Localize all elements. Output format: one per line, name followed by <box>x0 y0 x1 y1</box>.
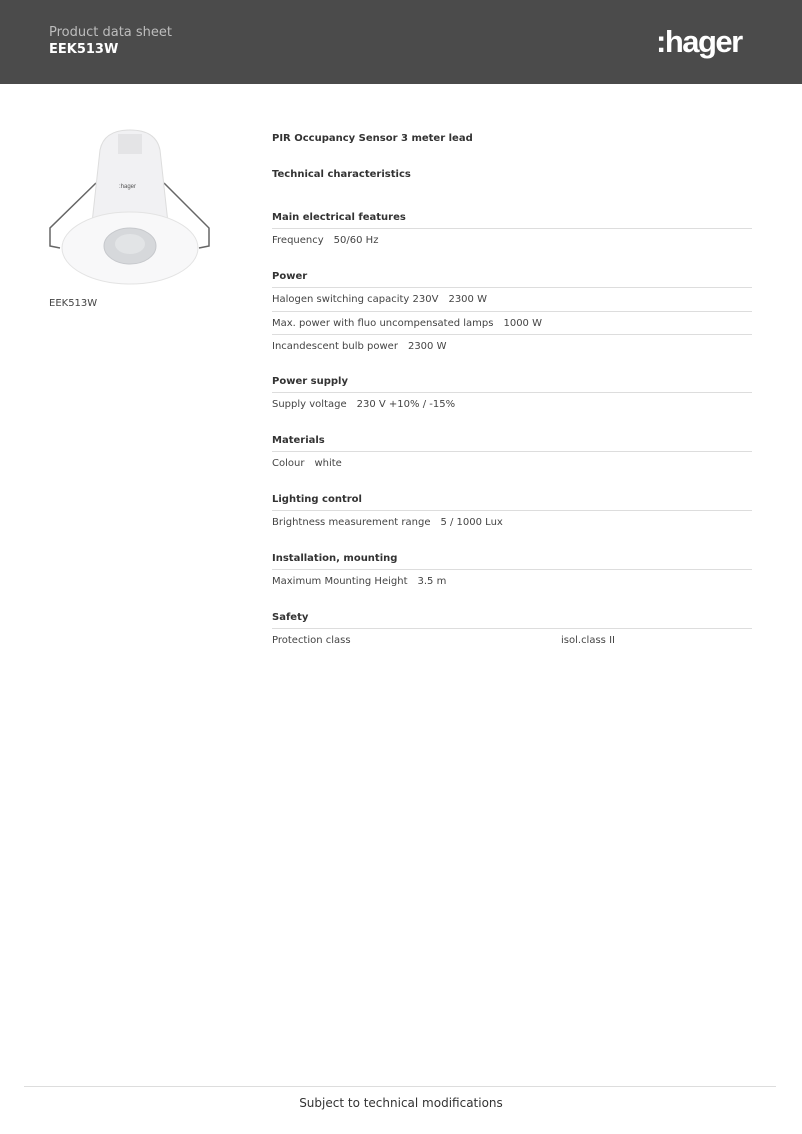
section-heading: Power supply <box>272 371 752 393</box>
spec-label: Colour <box>272 458 305 469</box>
spec-value: white <box>314 458 342 469</box>
spec-label: Supply voltage <box>272 399 347 410</box>
spec-section <box>272 489 752 534</box>
section-heading: Materials <box>272 430 752 452</box>
spec-label: Brightness measurement range <box>272 517 431 528</box>
spec-section <box>272 266 752 357</box>
section-heading: Main electrical features <box>272 207 752 229</box>
spec-label: Incandescent bulb power <box>272 341 398 352</box>
spec-label: Protection class <box>272 635 351 646</box>
section-heading: Safety <box>272 607 752 629</box>
spec-sections <box>272 207 752 666</box>
doc-type: Product data sheet <box>49 25 173 40</box>
product-title: PIR Occupancy Sensor 3 meter lead <box>272 133 473 144</box>
spec-row <box>272 629 752 652</box>
spec-row <box>272 511 752 534</box>
spec-row <box>272 334 752 357</box>
footer-divider <box>24 1086 776 1087</box>
spec-row <box>272 570 752 593</box>
spec-value: isol.class II <box>561 635 615 646</box>
spec-value: 2300 W <box>448 294 487 305</box>
spec-row <box>272 288 752 311</box>
image-caption: EEK513W <box>49 298 98 309</box>
spec-label: Halogen switching capacity 230V <box>272 294 439 305</box>
section-heading: Lighting control <box>272 489 752 511</box>
spec-section <box>272 207 752 252</box>
svg-text::hager: :hager <box>119 184 137 190</box>
section-heading: Installation, mounting <box>272 548 752 570</box>
spec-row <box>272 311 752 334</box>
spec-label: Frequency <box>272 235 324 246</box>
spec-label: Max. power with fluo uncompensated lamps <box>272 318 494 329</box>
page-header <box>0 0 802 84</box>
spec-section <box>272 430 752 475</box>
product-code: EEK513W <box>49 42 119 57</box>
spec-value: 1000 W <box>503 318 542 329</box>
hager-logo: :hager <box>656 24 742 59</box>
spec-section <box>272 607 752 652</box>
spec-section <box>272 548 752 593</box>
spec-value: 230 V +10% / -15% <box>356 399 456 410</box>
spec-row <box>272 393 752 416</box>
spec-row <box>272 229 752 252</box>
spec-value: 5 / 1000 Lux <box>440 517 503 528</box>
spec-value: 50/60 Hz <box>333 235 379 246</box>
footer-note: Subject to technical modifications <box>299 1096 503 1110</box>
spec-section <box>272 371 752 416</box>
product-image <box>44 128 214 288</box>
spec-row <box>272 452 752 475</box>
spec-value: 2300 W <box>407 341 447 352</box>
tech-heading: Technical characteristics <box>272 169 411 180</box>
section-heading: Power <box>272 266 752 288</box>
spec-value: 3.5 m <box>417 576 447 587</box>
spec-label: Maximum Mounting Height <box>272 576 408 587</box>
